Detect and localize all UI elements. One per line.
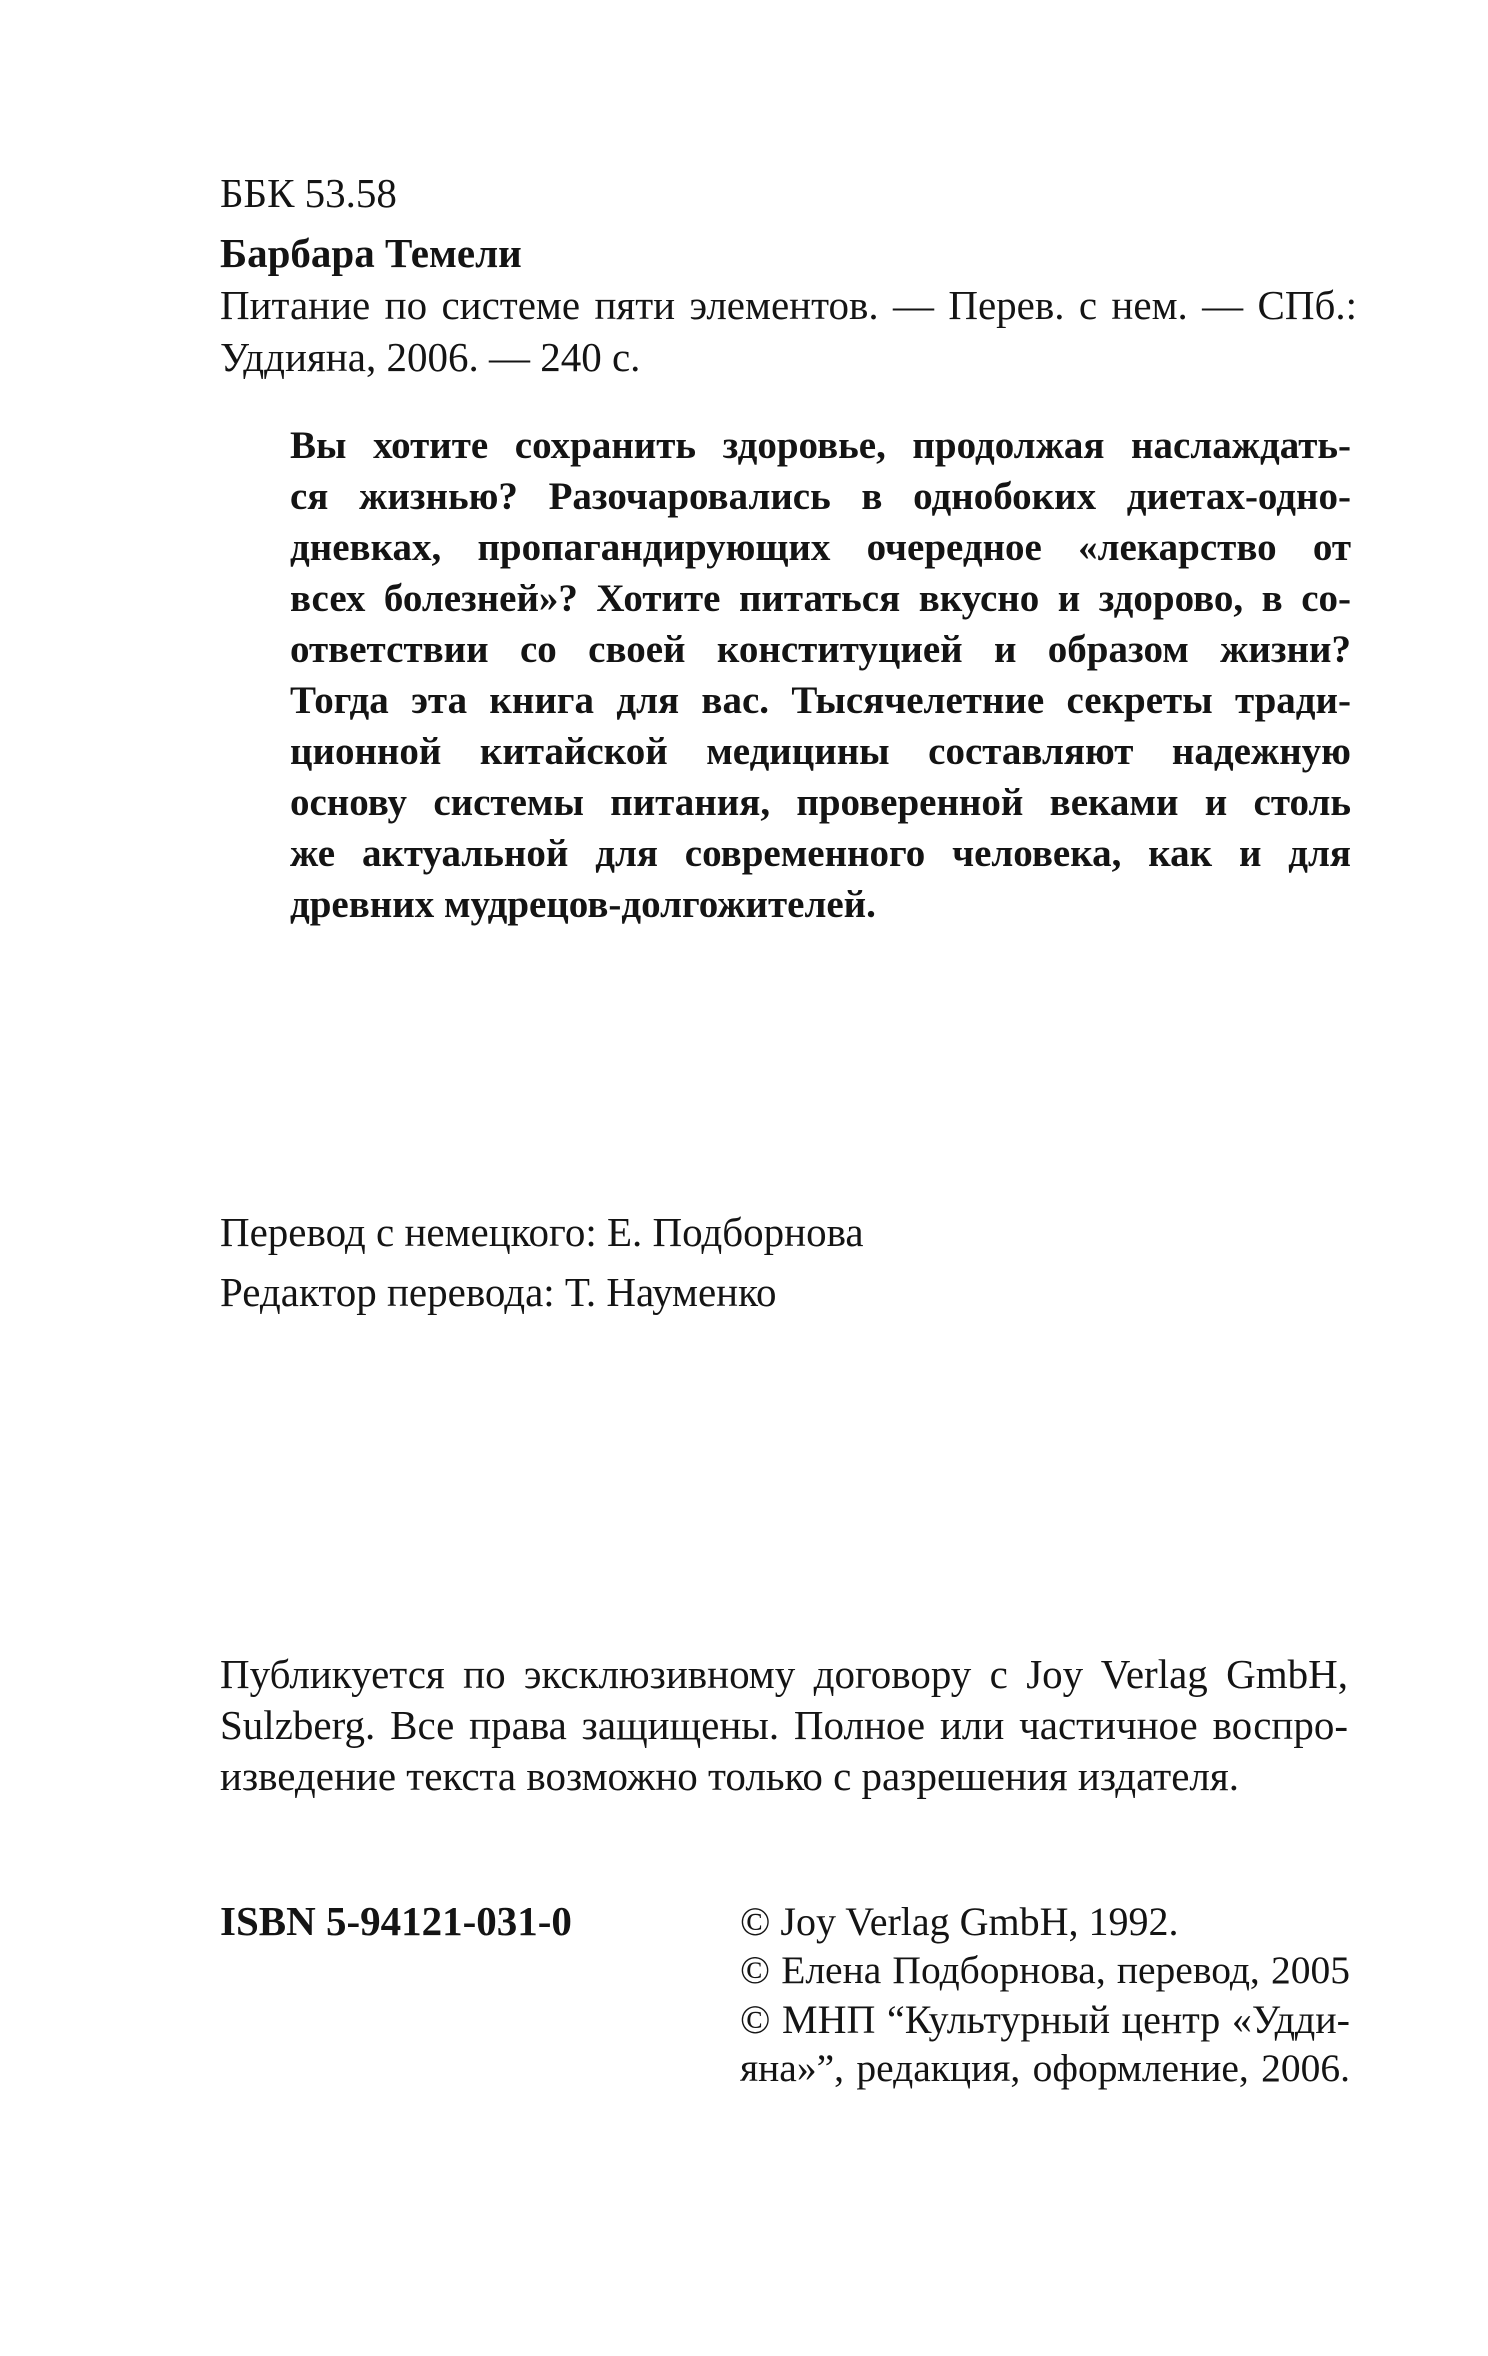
bibliographic-block: [220, 227, 1357, 383]
editor-credit: Редактор перевода: Т. Науменко: [220, 1269, 777, 1315]
annotation-line: ционной китайской медицины составляют надежную: [290, 730, 1351, 773]
isbn-number: ISBN 5-94121-031-0: [220, 1898, 572, 1944]
annotation-line: ся жизнью? Разочаровались в однобоких диетах-одно-: [290, 475, 1351, 518]
translator-credit: Перевод с немецкого: Е. Подборнова: [220, 1209, 864, 1255]
annotation-line: древних мудрецов-долгожителей.: [290, 883, 876, 926]
bbk-block: [220, 167, 1357, 219]
bibliographic-line: Уддияна, 2006. — 240 с.: [220, 334, 641, 380]
annotation-line: Вы хотите сохранить здоровье, продолжая наслаждать-: [290, 424, 1351, 467]
rights-line: изведение текста возможно только с разрешения издателя.: [220, 1753, 1239, 1799]
copyright-line: © Joy Verlag GmbH, 1992.: [740, 1899, 1179, 1944]
copyright-block: [740, 1897, 1350, 2093]
isbn-block: [220, 1897, 700, 1946]
copyright-line: © МНП “Культурный центр «Удди-: [740, 1997, 1350, 2042]
credits-block: [220, 1202, 1220, 1322]
author-name: Барбара Темели: [220, 230, 522, 276]
bibliographic-line: Питание по системе пяти элементов. — Перев. с нем. — СПб.:: [220, 282, 1357, 328]
bbk-code: ББК 53.58: [220, 170, 397, 216]
annotation-line: Тогда эта книга для вас. Тысячелетние секреты тради-: [290, 679, 1351, 722]
annotation-paragraph: [290, 420, 1351, 930]
rights-notice: [220, 1649, 1348, 1802]
annotation-line: дневках, пропагандирующих очередное «лекарство от: [290, 526, 1351, 569]
annotation-line: ответствии со своей конституцией и образом жизни?: [290, 628, 1351, 671]
copyright-line: © Елена Подборнова, перевод, 2005: [740, 1948, 1350, 1992]
rights-line: Sulzberg. Все права защищены. Полное или частичное воспро-: [220, 1702, 1348, 1748]
rights-line: Публикуется по эксклюзивному договору с Joy Verlag GmbH,: [220, 1651, 1348, 1697]
annotation-line: же актуальной для современного человека, как и для: [290, 832, 1351, 875]
copyright-line: яна»”, редакция, оформление, 2006.: [740, 2046, 1350, 2090]
annotation-line: основу системы питания, проверенной веками и столь: [290, 781, 1351, 824]
annotation-line: всех болезней»? Хотите питаться вкусно и здорово, в со-: [290, 577, 1351, 620]
